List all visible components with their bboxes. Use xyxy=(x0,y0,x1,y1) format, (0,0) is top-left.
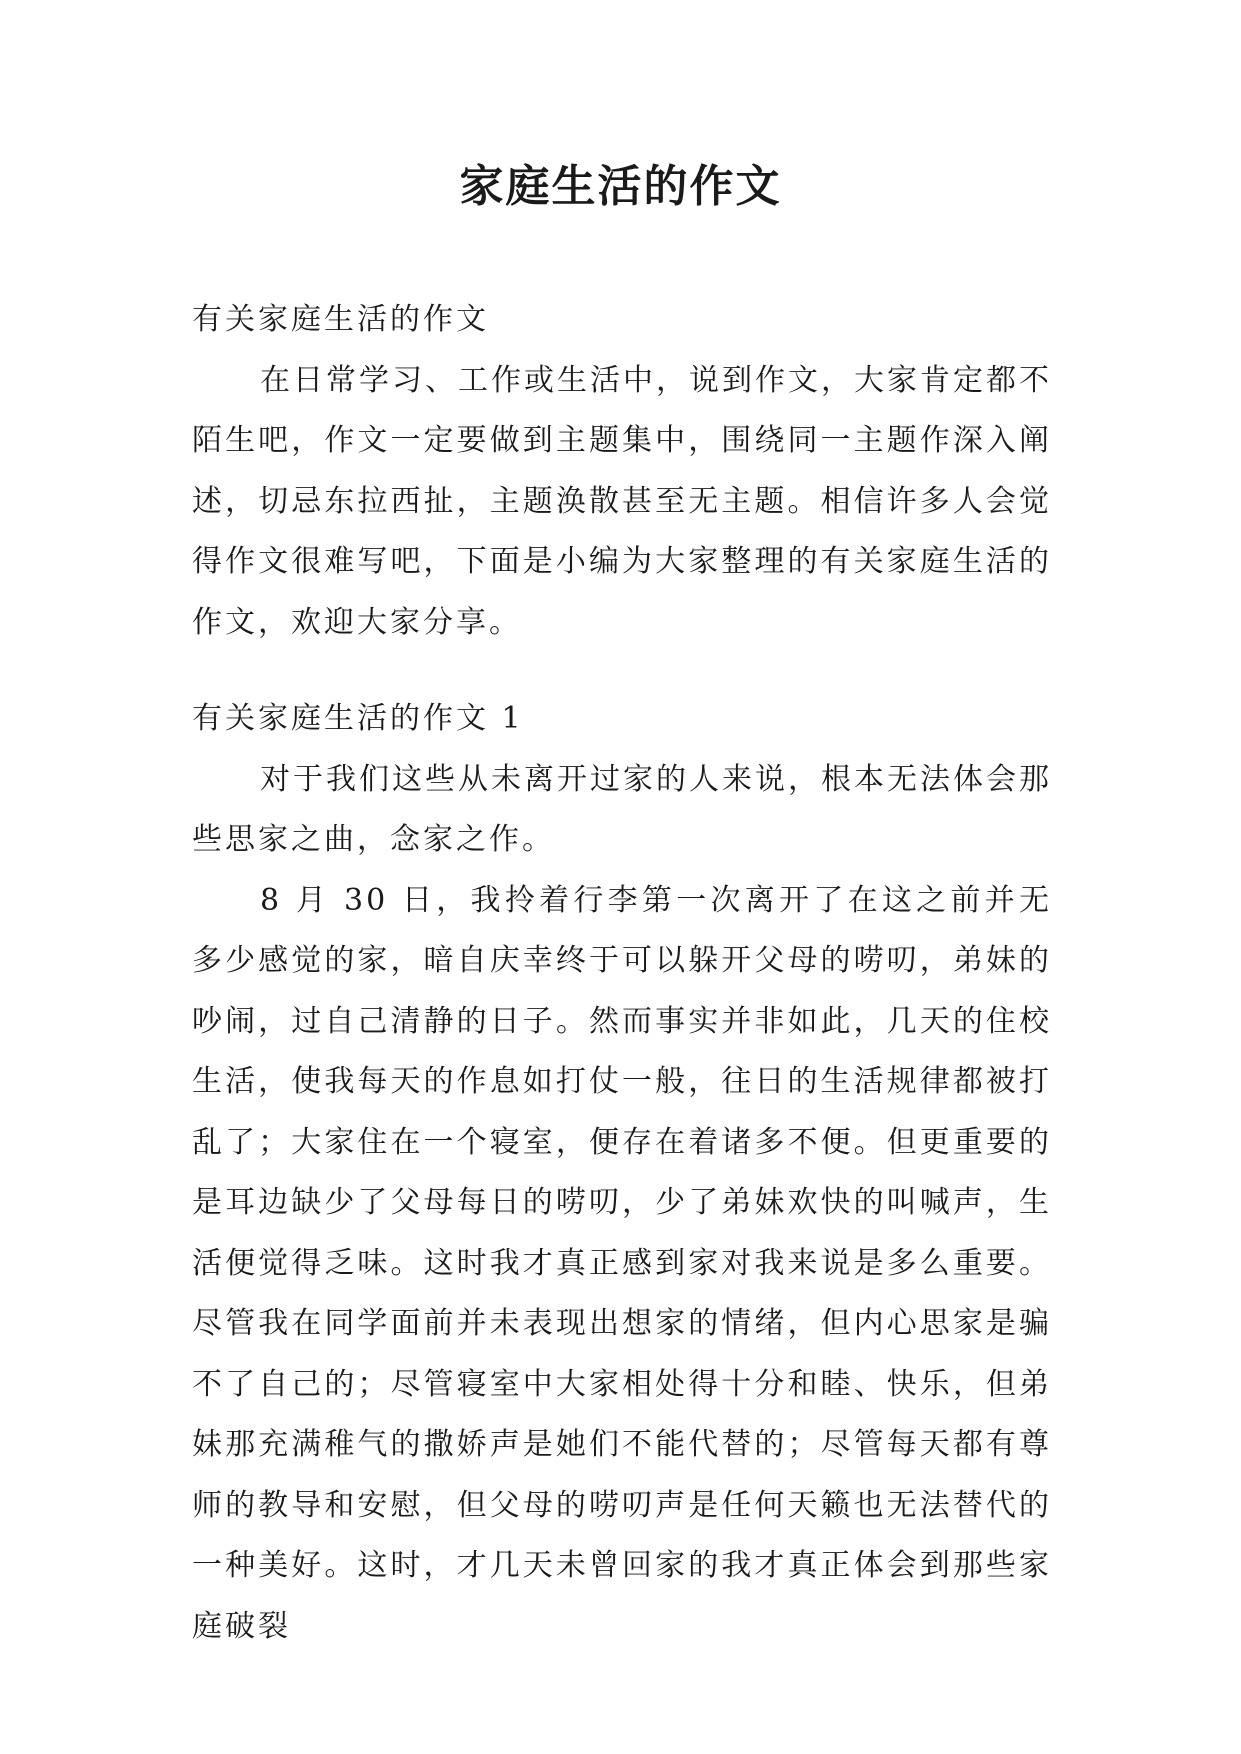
intro-paragraph: 在日常学习、工作或生活中，说到作文，大家肯定都不陌生吧，作文一定要做到主题集中，围绕同一主题作深入阐述，切忌东拉西扯，主题涣散甚至无主题。相信许多人会觉得作文很难写吧，下面是小编为大家整理的有关家庭生活的作文，欢迎大家分享。 xyxy=(192,362,1052,640)
document-body xyxy=(192,290,1052,1657)
intro-heading: 有关家庭生活的作文 xyxy=(192,302,489,337)
essay-1-paragraph-2: 8 月 30 日，我拎着行李第一次离开了在这之前并无多少感觉的家，暗自庆幸终于可以躲开父母的唠叨，弟妹的吵闹，过自己清静的日子。然而事实并非如此，几天的住校生活，使我每天的作息如打仗一般，往日的生活规律都被打乱了；大家住在一个寝室，便存在着诸多不便。但更重要的是耳边缺少了父母每日的唠叨，少了弟妹欢快的叫喊声，生活便觉得乏味。这时我才真正感到家对我来说是多么重要。尽管我在同学面前并未表现出想家的情绪，但内心思家是骗不了自己的；尽管寝室中大家相处得十分和睦、快乐，但弟妹那充满稚气的撒娇声是她们不能代替的；尽管每天都有尊师的教导和安慰，但父母的唠叨声是任何天籁也无法替代的一种美好。这时，才几天未曾回家的我才真正体会到那些家庭破裂 xyxy=(192,882,1052,1644)
document-title: 家庭生活的作文 xyxy=(459,161,782,212)
section-spacer xyxy=(192,653,1052,689)
essay-1-heading: 有关家庭生活的作文 1 xyxy=(192,701,524,736)
essay-1-paragraph-1: 对于我们这些从未离开过家的人来说，根本无法体会那些思家之曲，念家之作。 xyxy=(192,761,1052,857)
